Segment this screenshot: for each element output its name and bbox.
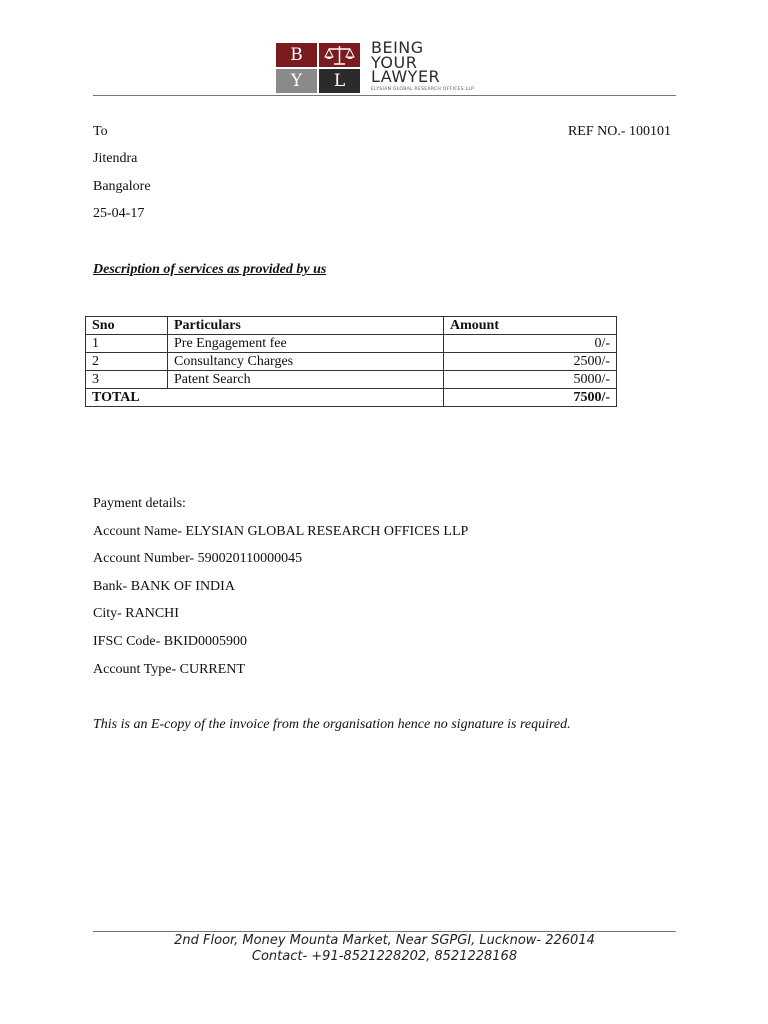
bank-name: Bank- BANK OF INDIA — [93, 579, 235, 594]
logo-word-lawyer: LAWYER — [371, 67, 441, 86]
row-particular: Consultancy Charges — [168, 353, 444, 371]
footer-divider — [93, 931, 676, 932]
recipient-name: Jitendra — [93, 151, 138, 166]
table-row — [86, 353, 617, 371]
row-amount: 0/- — [444, 335, 617, 353]
account-type: Account Type- CURRENT — [93, 662, 245, 677]
company-logo — [276, 38, 506, 95]
row-particular: Pre Engagement fee — [168, 335, 444, 353]
recipient-city: Bangalore — [93, 179, 151, 194]
row-sno: 2 — [86, 353, 168, 371]
total-label: TOTAL — [86, 389, 444, 407]
table-row — [86, 371, 617, 389]
bank-city: City- RANCHI — [93, 606, 179, 621]
footer-contact: Contact- +91-8521228202, 8521228168 — [251, 949, 518, 964]
account-number: Account Number- 590020110000045 — [93, 551, 303, 566]
logo-tagline: ELYSIAN GLOBAL RESEARCH OFFICES LLP — [371, 87, 475, 92]
row-particular: Patent Search — [168, 371, 444, 389]
total-amount: 7500/- — [444, 389, 617, 407]
ifsc-code: IFSC Code- BKID0005900 — [93, 634, 248, 649]
table-row — [86, 335, 617, 353]
logo-grid — [276, 43, 361, 94]
table-header-row — [86, 317, 617, 335]
header-divider — [93, 95, 676, 96]
to-label: To — [93, 124, 108, 139]
row-amount: 2500/- — [444, 353, 617, 371]
logo-wordmark — [371, 38, 441, 86]
logo-letter-y: Y — [276, 69, 317, 93]
footer-address: 2nd Floor, Money Mounta Market, Near SGPGI, Lucknow- 226014 — [174, 933, 595, 948]
column-header-amount: Amount — [444, 317, 617, 335]
account-name: Account Name- ELYSIAN GLOBAL RESEARCH OFFICES LLP — [93, 524, 469, 539]
logo-word-being: BEING — [371, 38, 424, 57]
row-amount: 5000/- — [444, 371, 617, 389]
column-header-sno: Sno — [86, 317, 168, 335]
row-sno: 3 — [86, 371, 168, 389]
logo-letter-b: B — [276, 43, 317, 67]
logo-word-your: YOUR — [371, 52, 418, 72]
e-copy-note: This is an E-copy of the invoice from the organisation hence no signature is required. — [93, 717, 571, 732]
row-sno: 1 — [86, 335, 168, 353]
payment-title: Payment details: — [93, 496, 186, 511]
logo-letter-l: L — [319, 69, 360, 93]
invoice-date: 25-04-17 — [93, 206, 145, 221]
reference-number: REF NO.- 100101 — [567, 124, 671, 139]
services-table — [85, 316, 617, 407]
column-header-particulars: Particulars — [168, 317, 444, 335]
total-row — [86, 389, 617, 407]
scales-of-justice-icon — [319, 43, 360, 67]
services-heading: Description of services as provided by us — [93, 262, 327, 277]
